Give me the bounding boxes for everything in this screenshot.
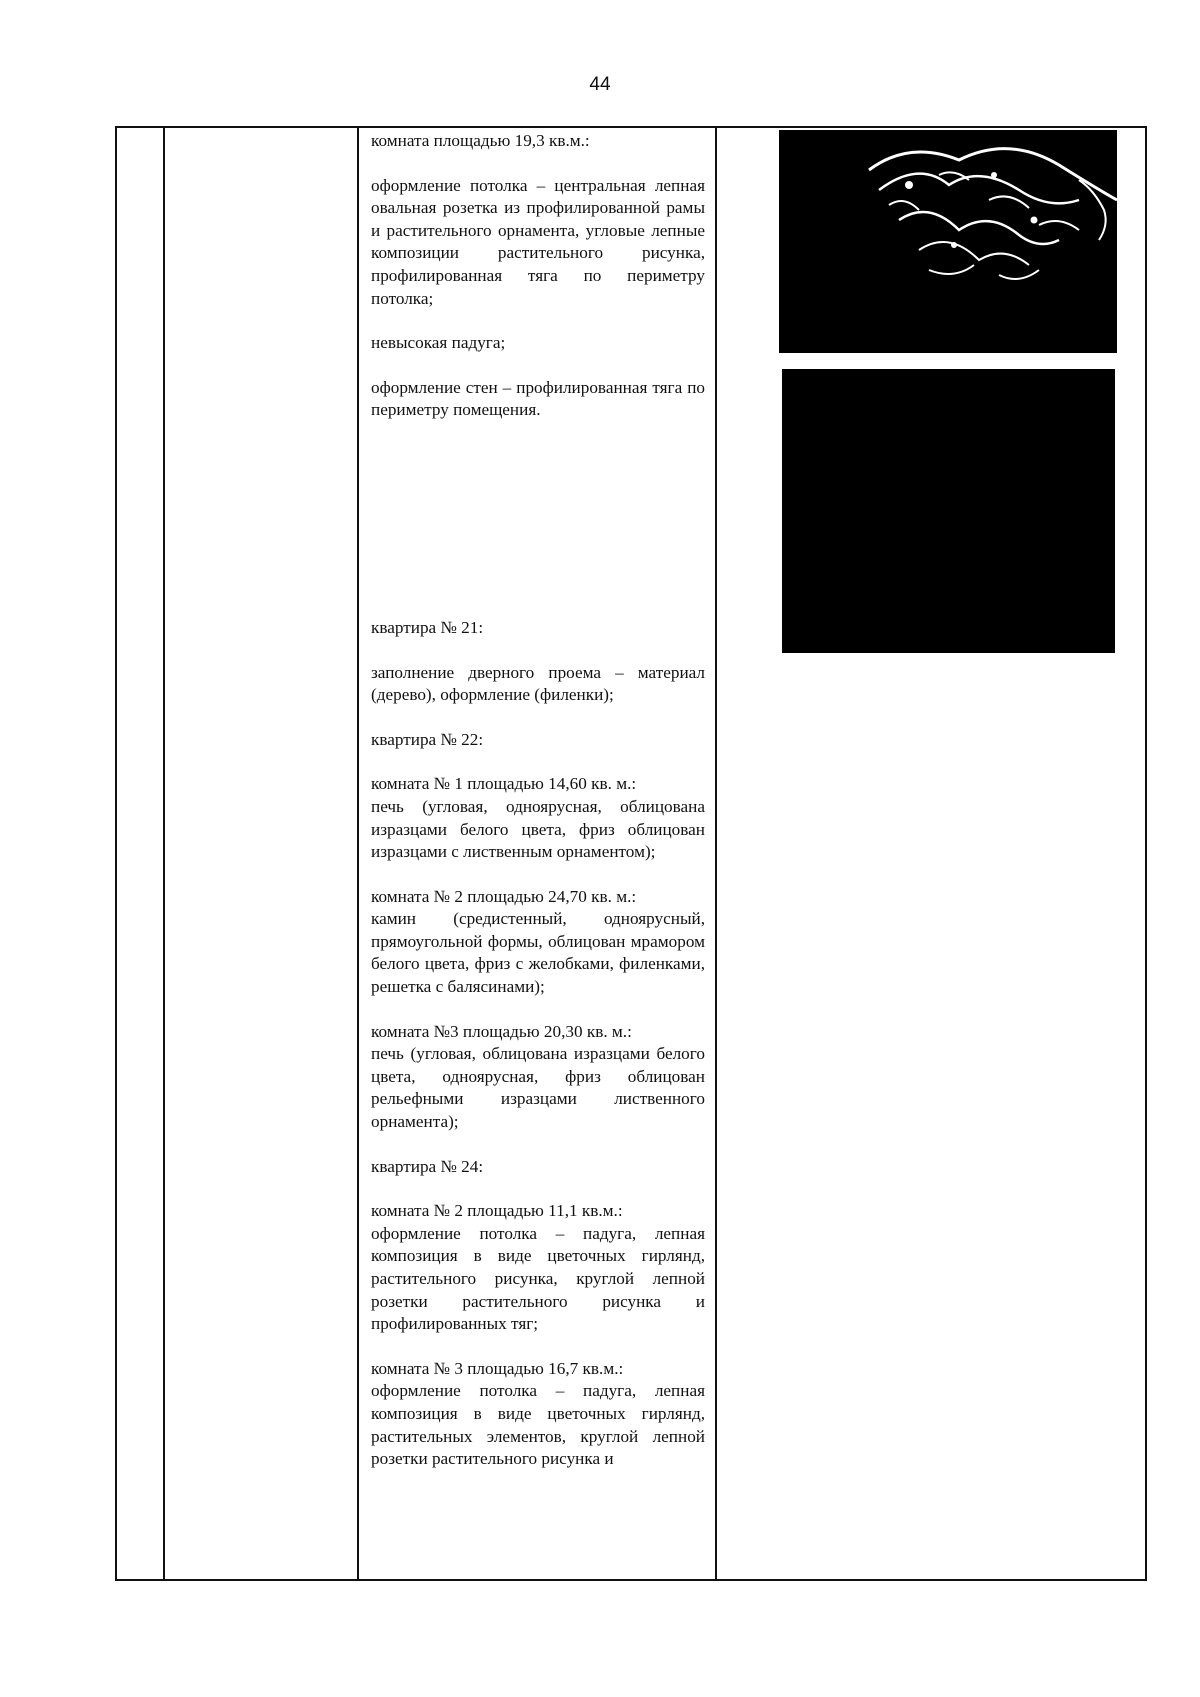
entry-line: печь (угловая, облицована изразцами белого цвета, одноярусная, фриз облицован рельефными изразцами лиственного орнамента); bbox=[371, 1044, 705, 1132]
entry-room-19-3 bbox=[371, 130, 705, 153]
entry-line: квартира № 21: bbox=[371, 617, 484, 637]
entry-room-2-fireplace bbox=[371, 886, 705, 999]
entry-line: комната № 1 площадью 14,60 кв. м.: bbox=[371, 774, 637, 794]
entry-line: комната №3 площадью 20,30 кв. м.: bbox=[371, 1021, 632, 1041]
entry-line: комната № 2 площадью 24,70 кв. м.: bbox=[371, 886, 637, 906]
entry-line: оформление потолка – падуга, лепная композиция в виде цветочных гирлянд, растительного рисунка, круглой лепной розетки растительного рисунка и профилированных тяг; bbox=[371, 1223, 705, 1334]
entry-line: оформление потолка – падуга, лепная композиция в виде цветочных гирлянд, растительных элементов, круглой лепной розетки растительного рисунка и bbox=[371, 1381, 705, 1469]
entry-room-1-stove bbox=[371, 773, 705, 863]
entry-wall-decoration bbox=[371, 377, 705, 422]
entry-cove bbox=[371, 332, 705, 355]
entry-room-3-stove bbox=[371, 1021, 705, 1134]
entry-ceiling-decoration bbox=[371, 175, 705, 311]
entry-apartment-22 bbox=[371, 729, 705, 752]
page-number: 44 bbox=[589, 74, 611, 95]
entry-line: печь (угловая, одноярусная, облицована изразцами белого цвета, фриз облицован изразцами с лиственным орнаментом); bbox=[371, 796, 705, 862]
entry-line: камин (средистенный, одноярусный, прямоугольной формы, облицован мрамором белого цвета, фриз с желобками, филенками, решетка с балясинами); bbox=[371, 909, 705, 997]
stucco-ornament-icon bbox=[779, 130, 1117, 353]
entry-line: квартира № 22: bbox=[371, 729, 484, 749]
photo-ceiling-stucco bbox=[779, 130, 1117, 353]
entry-line: оформление потолка – центральная лепная овальная розетка из профилированной рамы и растительного орнамента, угловые лепные композиции растительного рисунка, профилированная тяга по периметру потолка; bbox=[371, 175, 705, 308]
entry-apartment-24 bbox=[371, 1156, 705, 1179]
photo-wall-interior bbox=[782, 369, 1115, 653]
entry-door-opening bbox=[371, 662, 705, 707]
entry-line: оформление стен – профилированная тяга по периметру помещения. bbox=[371, 377, 705, 420]
heritage-table bbox=[115, 126, 1147, 1581]
column-divider-1 bbox=[163, 128, 165, 1579]
entry-room-2-ceiling bbox=[371, 1200, 705, 1336]
entry-line: комната № 2 площадью 11,1 кв.м.: bbox=[371, 1201, 623, 1221]
description-column bbox=[359, 128, 717, 1471]
entry-apartment-21 bbox=[371, 617, 705, 640]
entry-line: заполнение дверного проема – материал (дерево), оформление (филенки); bbox=[371, 662, 705, 705]
entry-line: комната площадью 19,3 кв.м.: bbox=[371, 131, 590, 150]
entry-line: невысокая падуга; bbox=[371, 333, 506, 353]
entry-line: комната № 3 площадью 16,7 кв.м.: bbox=[371, 1358, 624, 1378]
entry-room-3-ceiling bbox=[371, 1358, 705, 1471]
entry-line: квартира № 24: bbox=[371, 1156, 484, 1176]
